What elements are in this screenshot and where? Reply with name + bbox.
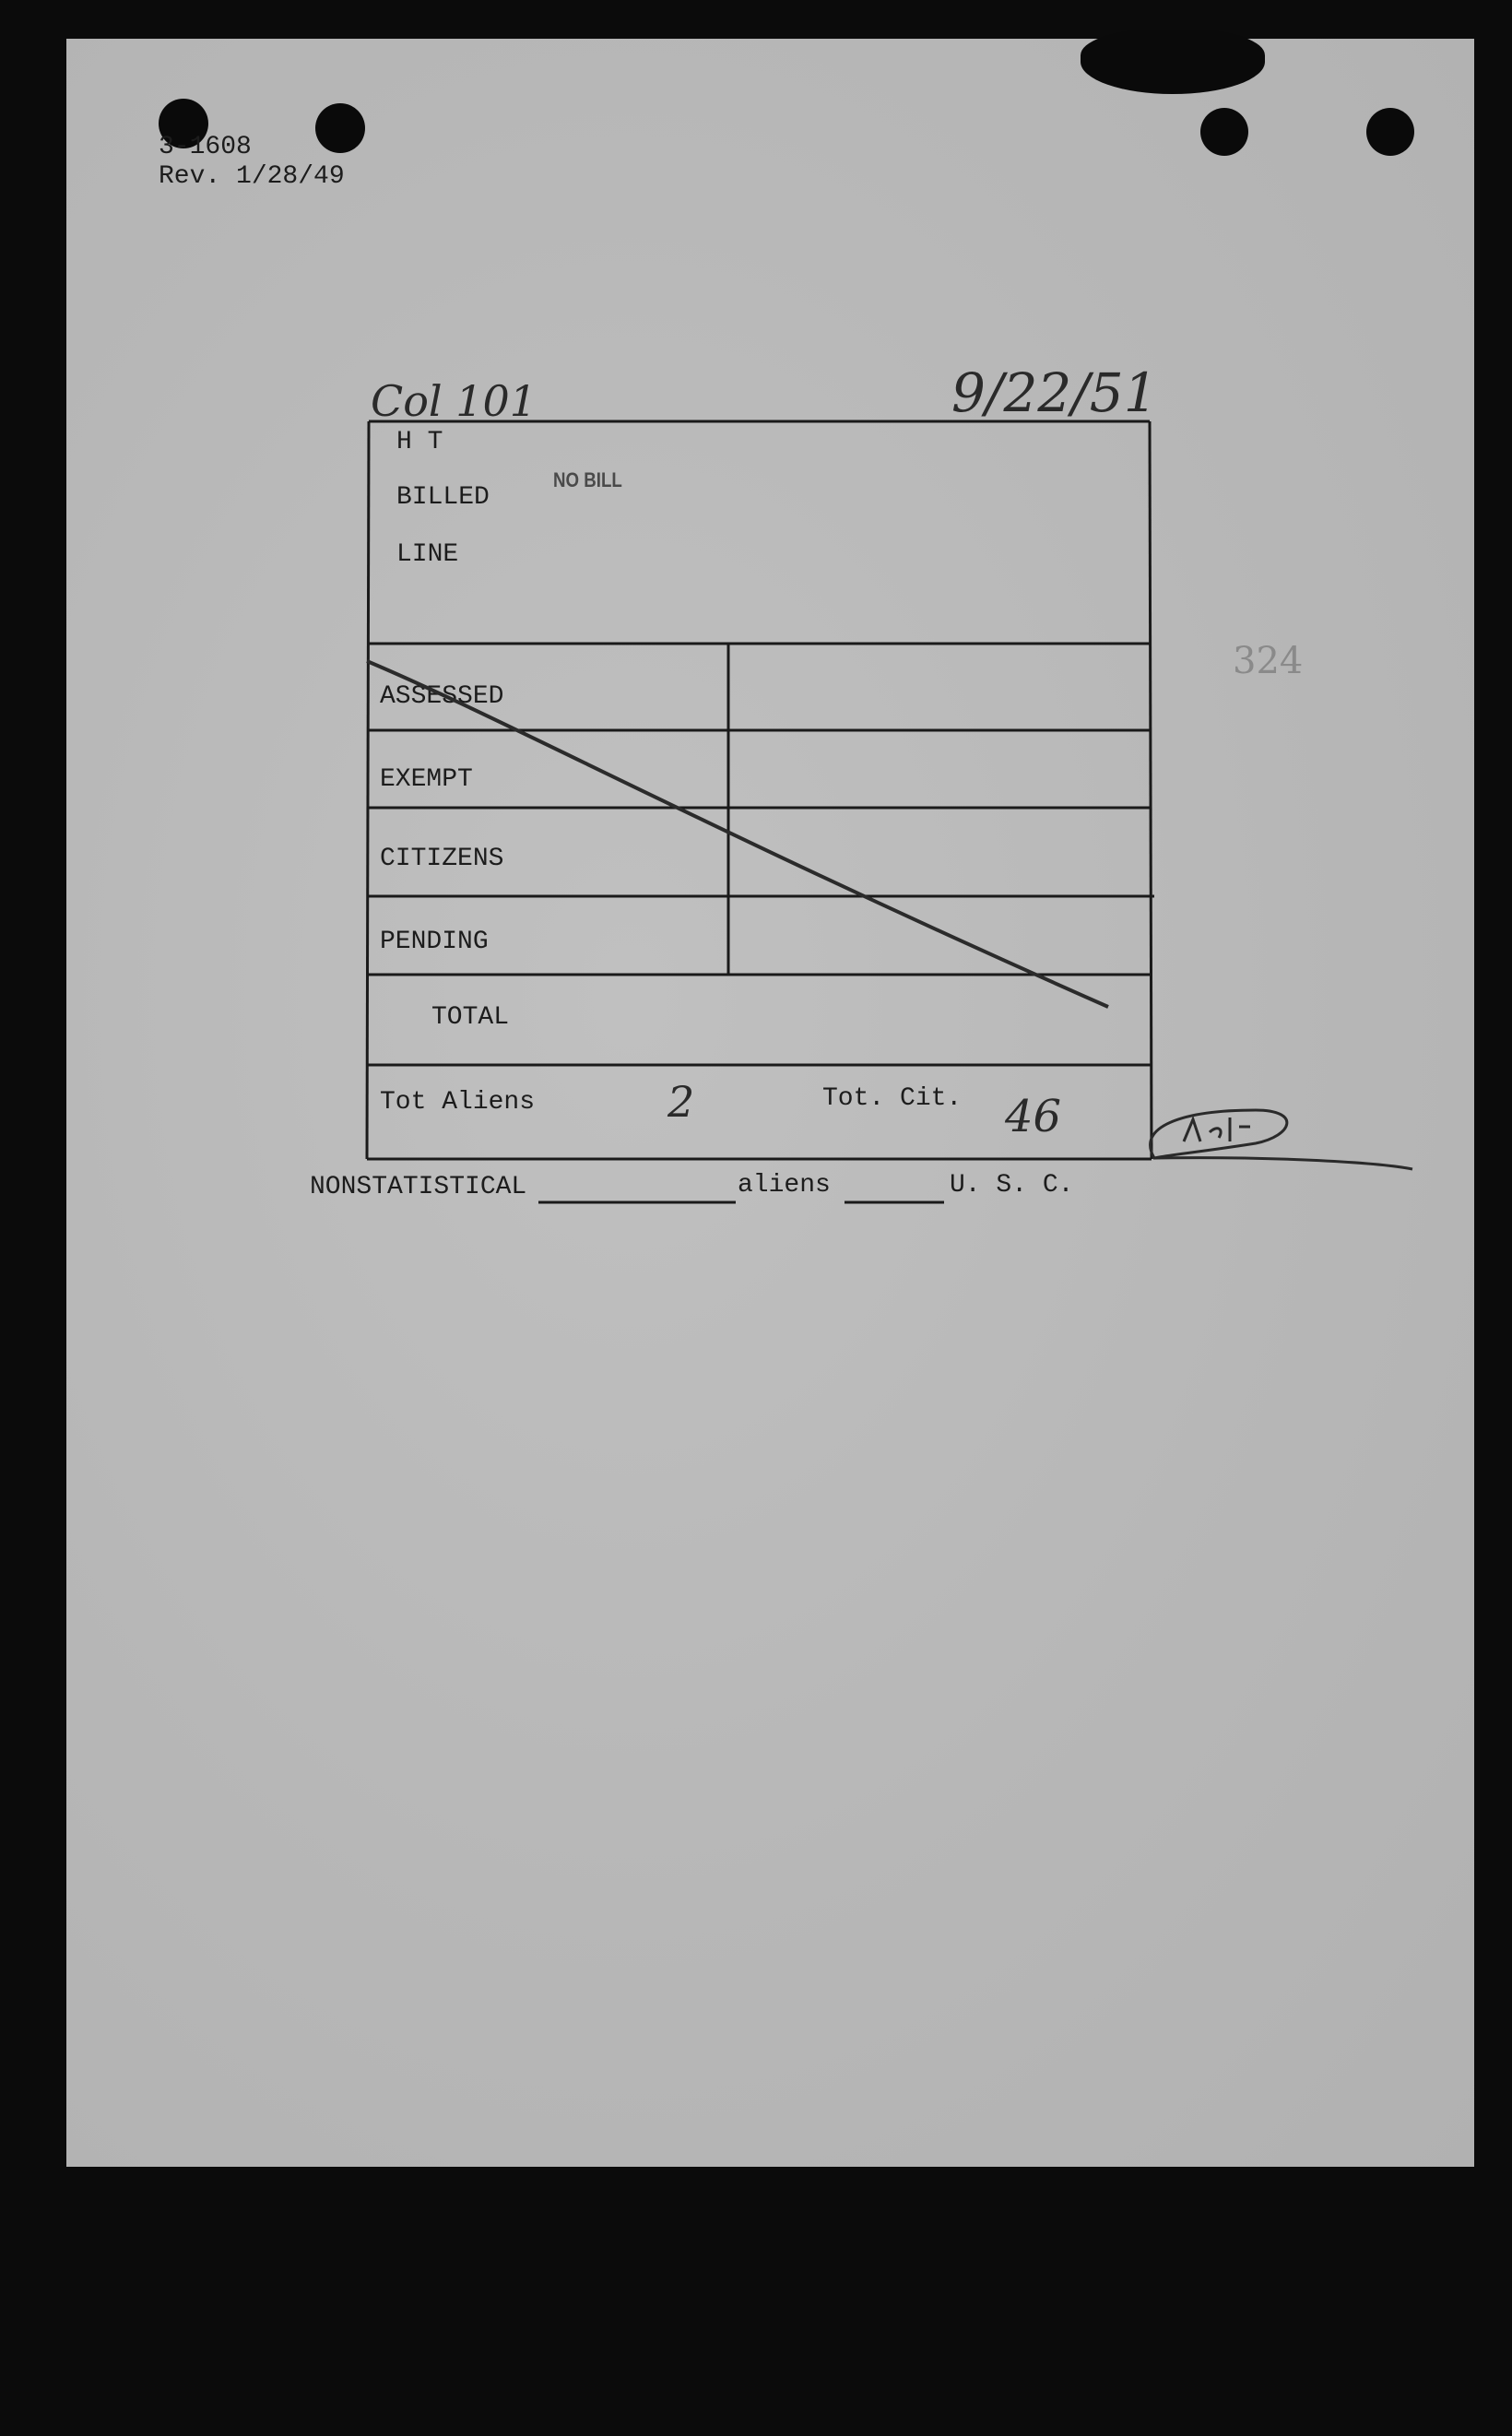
exempt-label: EXEMPT <box>380 765 473 794</box>
handwritten-initials <box>1151 1110 1412 1169</box>
aliens-label: aliens <box>738 1171 831 1200</box>
usc-label: U. S. C. <box>950 1171 1074 1200</box>
citizens-label: CITIZENS <box>380 845 504 873</box>
form-revision: Rev. 1/28/49 <box>159 162 345 191</box>
nonstatistical-label: NONSTATISTICAL <box>310 1173 527 1201</box>
line-label: LINE <box>396 540 459 569</box>
handwritten-col-ref: Col 101 <box>371 376 537 426</box>
document-page <box>66 39 1474 2167</box>
tot-aliens-value: 2 <box>667 1077 695 1127</box>
strike-through-line <box>367 661 1108 1007</box>
tot-cit-value: 46 <box>1005 1091 1062 1142</box>
handwritten-date: 9/22/51 <box>951 361 1158 424</box>
assessed-label: ASSESSED <box>380 682 504 711</box>
billed-stamp: NO BILL <box>553 468 622 491</box>
tot-cit-label: Tot. Cit. <box>822 1084 963 1113</box>
tot-aliens-label: Tot Aliens <box>380 1088 536 1117</box>
form-number: 3-1608 <box>159 133 252 161</box>
stamp-number: 324 <box>1233 640 1304 682</box>
form-grid <box>66 39 1474 1330</box>
billed-label: BILLED <box>396 483 490 512</box>
ht-label: H T <box>396 428 443 456</box>
total-label: TOTAL <box>431 1003 510 1032</box>
pending-label: PENDING <box>380 928 489 956</box>
